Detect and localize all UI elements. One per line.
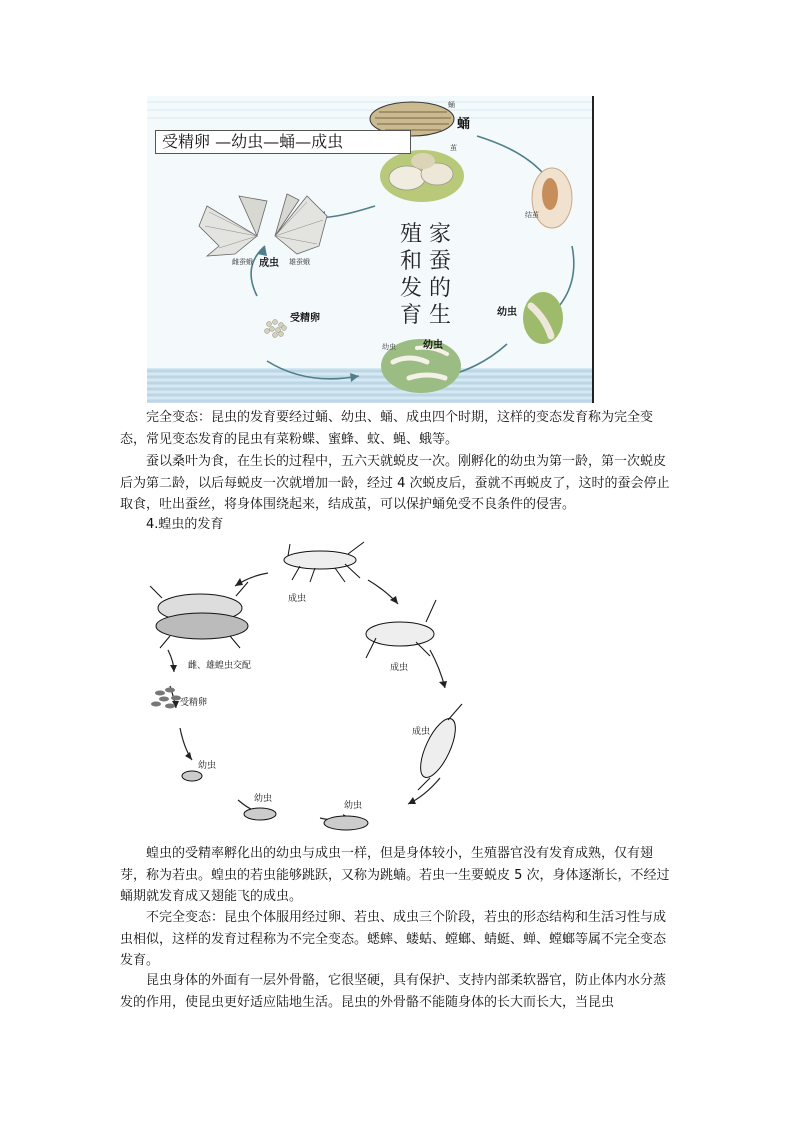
moth-female-illustration bbox=[199, 196, 267, 256]
label-pupa-small: 蛹 bbox=[448, 101, 455, 109]
label-adult: 成虫 bbox=[259, 258, 279, 269]
locust-life-cycle-figure bbox=[140, 538, 500, 838]
paragraph-silkworm-molting: 蚕以桑叶为食，在生长的过程中，五六天就蜕皮一次。刚孵化的幼虫为第一龄，第一次蜕皮后为第二龄，以后每蜕皮一次就增加一龄，经过 4 次蜕皮后，蚕就不再蜕皮了，这时的蚕会停止取食，吐出蚕丝，将身体围绕起来，结成茧，可以保护蛹免受不良条件的侵害。 bbox=[120, 454, 670, 512]
label-male-moth: 雄蚕蛾 bbox=[289, 258, 310, 266]
paragraph-exoskeleton: 昆虫身体的外面有一层外骨骼，它很坚硬，具有保护、支持内部柔软器官，防止体内水分蒸发的作用，使昆虫更好适应陆地生活。昆虫的外骨骼不能随身体的长大而长大，当昆虫 bbox=[120, 973, 667, 1010]
label-adult-right: 成虫 bbox=[390, 663, 409, 673]
label-nymph-1: 幼虫 bbox=[198, 761, 217, 771]
label-pupa: 蛹 bbox=[457, 117, 471, 132]
moth-male-illustration bbox=[275, 194, 327, 254]
eggs-illustration bbox=[265, 320, 287, 338]
locust-mating-pair bbox=[150, 582, 248, 648]
center-title-col2: 家蚕的生 bbox=[429, 222, 452, 328]
locust-adult-right bbox=[366, 600, 436, 658]
label-spin-cocoon: 结茧 bbox=[525, 211, 539, 219]
label-mating: 雌、雄蝗虫交配 bbox=[188, 661, 252, 671]
larva-right-illustration bbox=[523, 292, 563, 344]
paragraph-incomplete-metamorphosis: 不完全变态：昆虫个体服用经过卵、若虫、成虫三个阶段，若虫的形态结构和生活习性与成虫相似，这样的发育过程称为不完全变态。蟋蟀、蝼蛄、螳螂、蜻蜓、蝉、螳螂等属不完全变态发育。 bbox=[120, 910, 667, 968]
label-eggs: 受精卵 bbox=[180, 698, 208, 708]
paragraph-locust-nymph: 蝗虫的受精率孵化出的幼虫与成虫一样，但是身体较小，生殖器官没有发育成熟，仅有翅芽，称为若虫。蝗虫的若虫能够跳跃，又称为跳蝻。若虫一生要蜕皮 5 次，身体逐渐长，不经过蛹期就发育成又翅能飞的成虫。 bbox=[120, 846, 670, 904]
cycle-title: 受精卵 —幼虫—蛹—成虫 bbox=[155, 130, 411, 154]
locust-adult-top bbox=[284, 542, 364, 582]
paragraph-complete-metamorphosis: 完全变态：昆虫的发育要经过蛹、幼虫、蛹、成虫四个时期，这样的变态发育称为完全变态，常见变态发育的昆虫有菜粉蝶、蜜蜂、蚊、蝇、蛾等。 bbox=[120, 410, 654, 447]
label-nymph-3: 幼虫 bbox=[344, 801, 363, 811]
locust-nymphs bbox=[182, 771, 368, 830]
label-cocoon-small: 茧 bbox=[450, 144, 457, 152]
label-egg: 受精卵 bbox=[290, 313, 320, 324]
label-adult-mid: 成虫 bbox=[412, 727, 431, 737]
label-nymph-2: 幼虫 bbox=[254, 794, 273, 804]
label-larva-right: 幼虫 bbox=[497, 307, 517, 318]
label-adult-top: 成虫 bbox=[288, 594, 307, 604]
silkworm-life-cycle-figure bbox=[147, 96, 594, 403]
label-larva-small: 幼虫 bbox=[382, 343, 396, 351]
locust-cycle-drawing bbox=[140, 538, 500, 838]
label-larva-bottom: 幼虫 bbox=[423, 340, 443, 351]
cocoon-illustration bbox=[380, 150, 464, 202]
center-title-col1: 殖和发育 bbox=[400, 222, 423, 328]
section-heading-locust: 4.蝗虫的发育 bbox=[146, 517, 224, 532]
label-female-moth: 雌蚕蛾 bbox=[232, 258, 253, 266]
locust-adult-mid bbox=[414, 704, 463, 790]
